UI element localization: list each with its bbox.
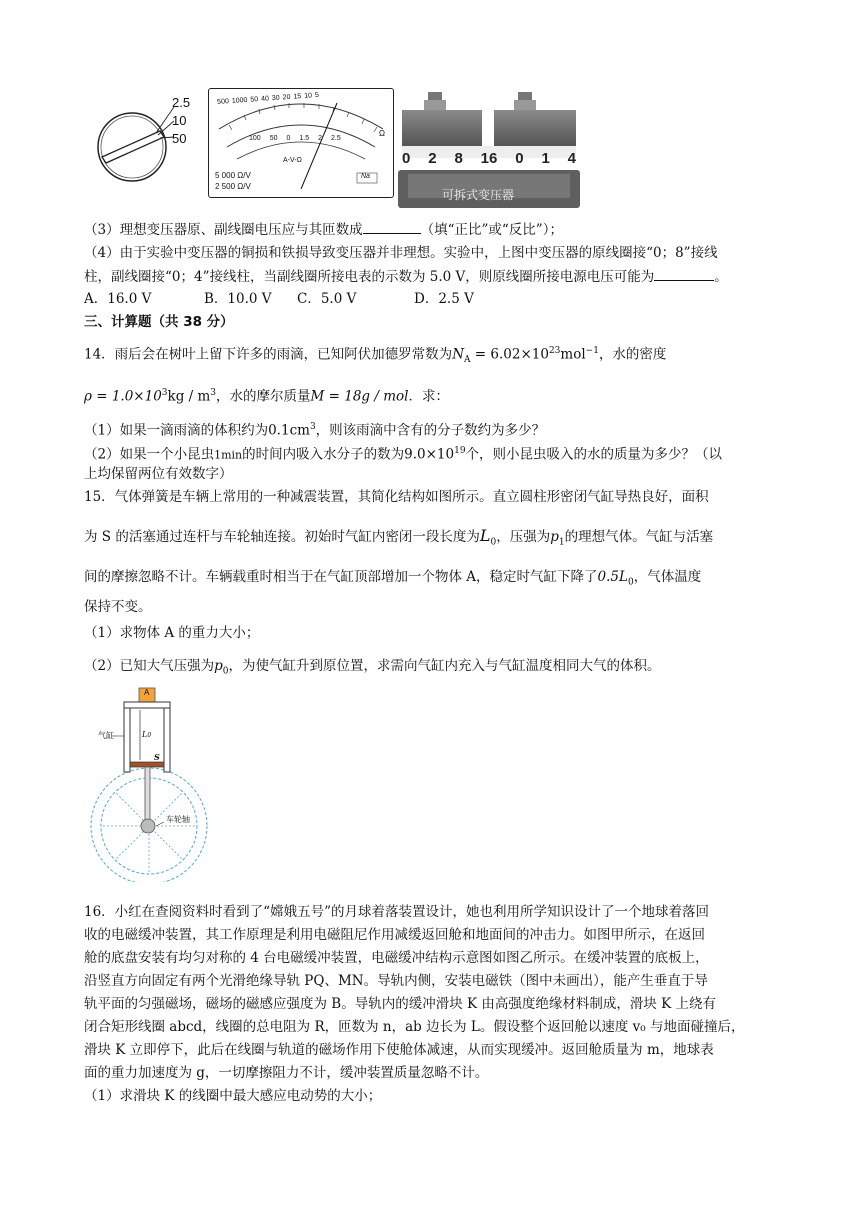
q15-p0: p [214,658,223,674]
q13-part4-text: 柱，副线圈接“0；4”接线柱，当副线圈所接电表的示数为 5.0 V，则原线圈所接电源电压可能为 [84,269,655,285]
fig-l0-symbol: L [142,730,148,739]
range-dial-figure [90,95,200,195]
q14-part1 [84,418,545,440]
fig-l0-label [142,730,151,739]
q13-option-b[interactable]: B．10.0 V [204,291,272,307]
q14-part2-num-exp: 19 [454,446,466,456]
q14-rho-exp: 3 [161,388,168,398]
q14-na-unit: mol [560,346,586,363]
q15-p1-sub: 1 [558,537,565,548]
meter-top-tick-1: 500 [216,98,230,106]
meter-ohm-symbol: Ω [379,129,385,138]
multimeter-scale-drawing [209,89,393,197]
transformer-figure [398,90,580,208]
q14-part2-line2: 上均保留两位有效数字） [84,466,233,482]
meter-top-tick-9: 5 [314,91,320,100]
q13-part3-tail: （填“正比”或“反比”）； [420,222,563,238]
q15-l0-sub: 0 [490,537,497,548]
q16-line6: 闭合矩形线圈 abcd，线圈的总电阻为 R，匝数为 n，ab 边长为 L。假设整个返回舱以速度 v₀ 与地面碰撞后， [84,1019,745,1035]
q15-l2c: 的理想气体。气缸与活塞 [564,529,714,545]
meter-top-tick-5: 30 [271,94,280,103]
q16-line1: 16．小红在查阅资料时看到了“嫦娥五号”的月球着落装置设计，她也利用所学知识设计了一个地球着落回 [84,904,709,920]
q14-na-unit-exp: −1 [585,346,599,356]
range-label-2: 10 [172,113,187,128]
meter-top-tick-6: 20 [282,93,291,102]
q15-l2a: 为 S 的活塞通过连杆与车轮轴连接。初始时气缸内密闭一段长度为 [84,529,480,545]
meter-mid-scale [249,135,341,142]
section-3-title: 三、计算题（共 38 分） [84,314,234,330]
q13-part4-tail: 。 [714,269,728,285]
q15-stem-line4: 保持不变。 [84,599,152,615]
q13-option-d[interactable]: D．2.5 V [414,291,474,307]
range-label-3: 50 [172,131,187,146]
q13-part4-line2 [84,267,728,286]
q14-stem-line1 [84,342,666,369]
fig-object-a-label: A [144,688,150,697]
q16-line5: 轨平面的匀强磁场，磁场的磁感应强度为 B。导轨内的缓冲滑块 K 由高强度绝缘材料制成，滑块 K 上绕有 [84,996,717,1012]
multimeter-figure [208,88,394,198]
meter-mid-tick-4: 1.5 [299,135,310,142]
q14-part1-vol-exp: 3 [309,422,316,432]
gas-spring-drawing [82,686,232,882]
q14-rho-unit-exp: 3 [210,388,217,398]
range-label-1: 2.5 [172,95,191,110]
q14-na-value: = 6.02×10 [470,346,549,363]
q14-molar: M = 18g / mol [310,388,409,405]
meter-top-tick-3: 50 [250,96,259,104]
meter-spec-1: 5 000 Ω/V [215,171,251,180]
q16-line8: 面的重力加速度为 g，一切摩擦阻力不计，缓冲装置质量忽略不计。 [84,1065,489,1081]
q15-stem-line1: 15．气体弹簧是车辆上常用的一种减震装置，其简化结构如图所示。直立圆柱形密闭气缸导热良好，面积 [84,489,709,505]
q14-part2-line1 [84,442,722,465]
q14-stem-a-tail: ，水的密度 [598,346,667,363]
terminal-4: 4 [567,150,576,167]
meter-spec-2: 2 500 Ω/V [215,182,251,191]
transformer-caption: 可拆式变压器 [442,188,515,202]
q14-stem-b-tail: ．求： [408,388,449,405]
q16-line7: 滑块 K 立即停下，此后在线圈与轨道的磁场作用下使舱体减速，从而实现缓冲。返回舱质量为 m，地球表 [84,1042,714,1058]
q15-stem-line3 [84,568,701,592]
q13-part4-blank[interactable] [654,267,714,281]
fig-l0-sub: 0 [147,732,152,739]
q15-part1: （1）求物体 A 的重力大小； [84,625,260,641]
q14-na-sub: A [464,355,471,366]
meter-tag: Na [361,173,370,180]
q13-part4-line1: （4）由于实验中变压器的铜损和铁损导致变压器并非理想。实验中，上图中变压器的原线圈接“0；8”接线 [84,245,718,261]
q14-part2-a: （2）如果一个小昆虫 [84,446,215,463]
q14-part1-a: （1）如果一滴雨滴的体积约为 [84,422,269,439]
q16-line3: 舱的底盘安装有均匀对称的 4 台电磁缓冲装置，电磁缓冲结构示意图如图乙所示。在缓冲装置的底板上， [84,950,709,966]
q15-l3a: 间的摩擦忽略不计。车辆载重时相当于在气缸顶部增加一个物体 A，稳定时气缸下降了 [84,569,598,585]
q14-rho: ρ = 1.0×10 [84,388,162,405]
gas-spring-figure [82,686,232,882]
terminal-1: 1 [541,150,550,167]
q14-na-symbol: N [452,346,464,363]
terminal-0b: 0 [515,150,524,167]
meter-mid-tick-5: 2 [318,135,323,142]
meter-mid-tick-6: 2.5 [331,135,341,142]
q14-part1-vol: 0.1cm [268,422,310,439]
q15-l2b: ，压强为 [496,529,551,545]
terminal-2: 2 [428,150,437,167]
q13-option-c[interactable]: C．5.0 V [297,291,357,307]
q15-p1: p [550,529,559,545]
q15-part2 [84,657,660,681]
q14-part2-b: 的时间内吸入水分子的数为 [242,446,405,463]
q13-part3 [84,220,563,239]
q15-l3-val: 0.5L [597,569,628,585]
q15-stem-line2 [84,527,713,552]
meter-top-tick-2: 1000 [231,96,248,105]
fig-piston-label: S [154,752,160,762]
meter-top-tick-7: 15 [293,93,302,101]
terminal-8: 8 [454,150,463,167]
q14-na-exp: 23 [548,346,561,356]
q15-l3b: ，气体温度 [633,569,702,585]
q16-part1: （1）求滑块 K 的线圈中最大感应电动势的大小； [84,1088,382,1104]
q15-l3-val-sub: 0 [627,577,634,588]
q14-part2-num: 9.0×10 [404,446,455,463]
q14-stem-b-mid: ，水的摩尔质量 [216,388,311,405]
fig-axle-label: 车轮轴 [166,815,190,824]
q13-option-a[interactable]: A．16.0 V [84,291,152,307]
transformer-terminal-labels [398,150,580,167]
q15-p0-sub: 0 [222,666,229,677]
meter-top-tick-4: 40 [260,95,270,103]
q14-part1-b: ，则该雨滴中含有的分子数约为多少？ [315,422,546,439]
q14-stem-line2 [84,384,449,406]
q13-part3-blank[interactable] [363,220,421,234]
terminal-16: 16 [480,150,498,167]
meter-top-tick-8: 10 [304,92,313,100]
q15-part2-b: ，为使气缸升到原位置，求需向气缸内充入与气缸温度相同大气的体积。 [228,658,661,674]
q13-part3-text: （3）理想变压器原、副线圈电压应与其匝数成 [84,222,363,238]
q16-line4: 沿竖直方向固定有两个光滑绝缘导轨 PQ、MN。导轨内侧，安装电磁铁（图中未画出），能产生垂直于导 [84,973,708,989]
meter-mid-tick-2: 50 [269,135,278,142]
q14-part2-time: 1min [214,448,243,462]
q15-l0: L [479,526,491,545]
q15-part2-a: （2）已知大气压强为 [84,658,215,674]
meter-mid-tick-3: 0 [286,135,291,142]
q16-line2: 收的电磁缓冲装置，其工作原理是利用电磁阻尼作用减缓返回舱和地面间的冲击力。如图甲所示，在返回 [84,927,705,943]
terminal-0a: 0 [402,150,411,167]
fig-cylinder-label: 气缸 [98,731,114,740]
q14-rho-unit: kg / m [167,388,211,405]
meter-mid-tick-1: 100 [249,135,261,142]
meter-mode-symbol: A-V-Ω [283,157,302,164]
q14-stem-a: 14．雨后会在树叶上留下许多的雨滴，已知阿伏加德罗常数为 [84,346,453,363]
q14-part2-c: 个，则小昆虫吸入的水的质量为多少？（以 [465,446,723,463]
